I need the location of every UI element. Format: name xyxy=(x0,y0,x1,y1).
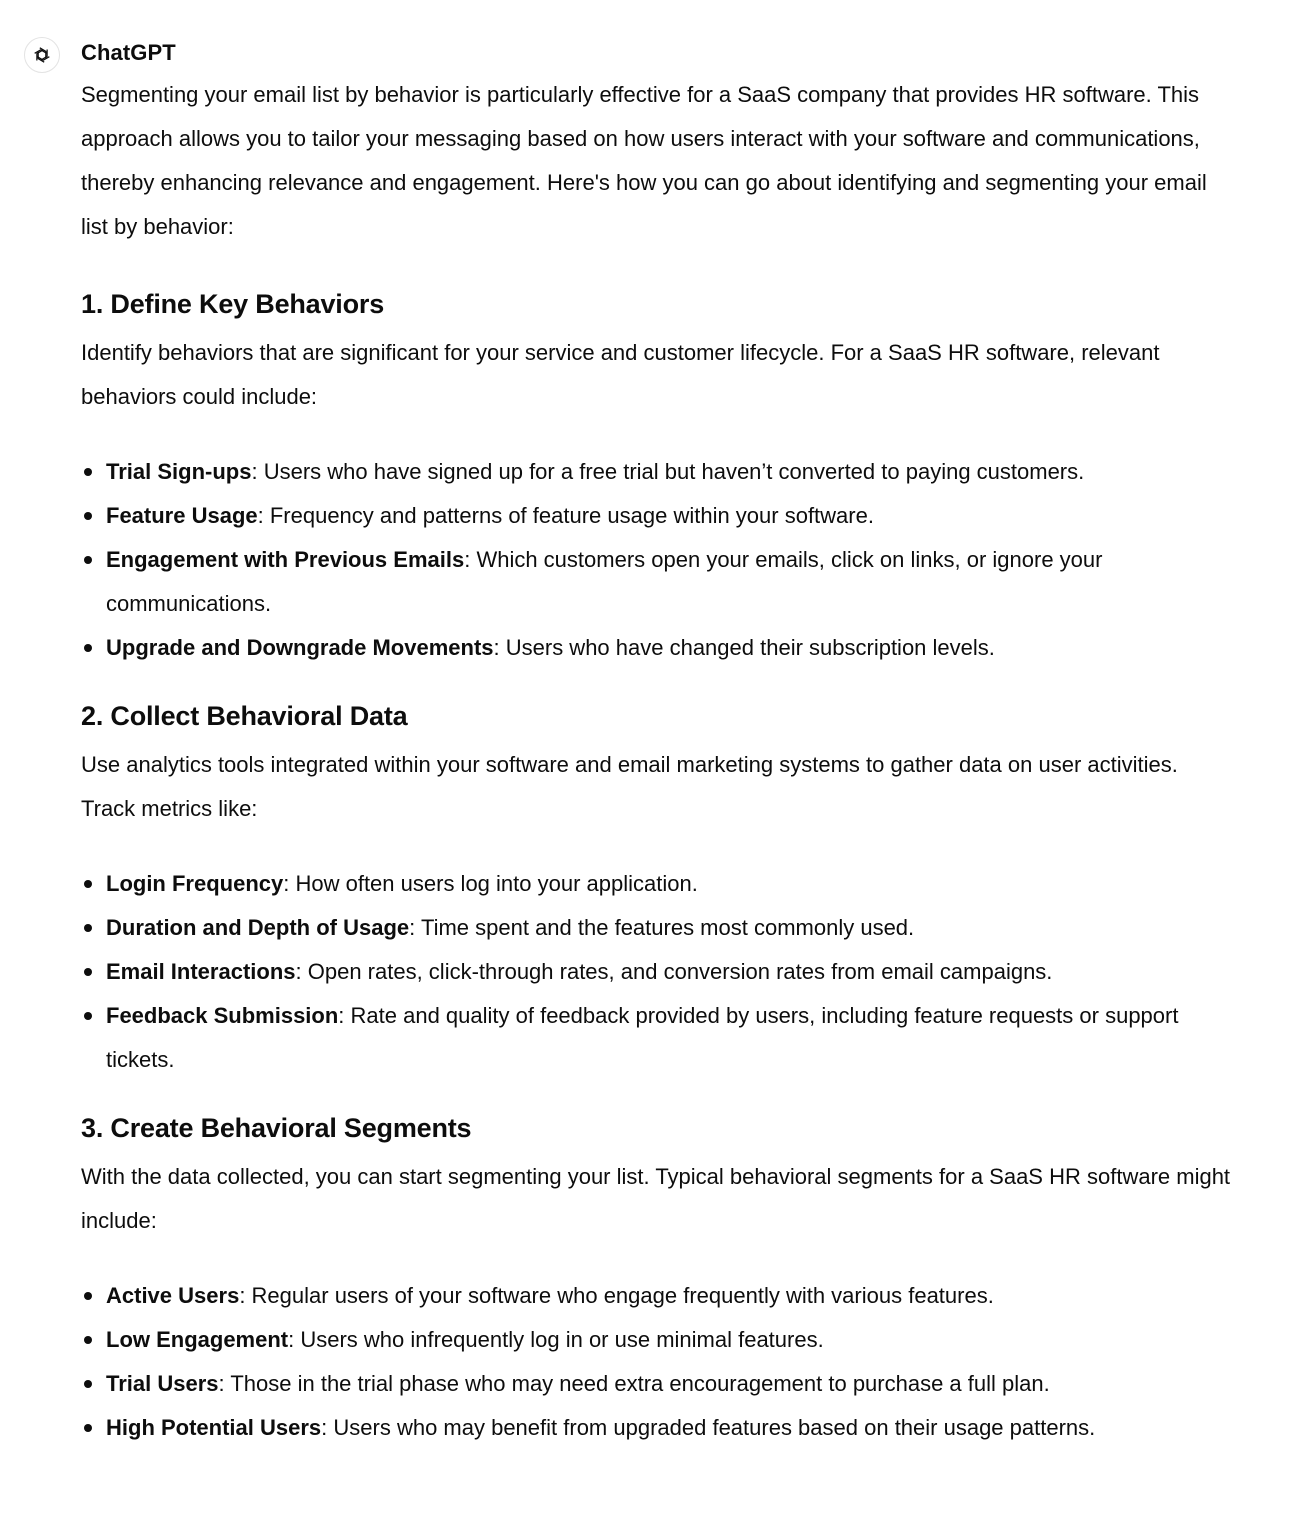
list-item-term: Engagement with Previous Emails xyxy=(106,547,465,572)
list-item-term: Duration and Depth of Usage xyxy=(106,915,410,940)
list-item xyxy=(81,450,1231,494)
list-item-text: : Users who may benefit from upgraded features based on their usage patterns. xyxy=(321,1415,1096,1440)
list-item xyxy=(81,1274,1231,1318)
list-item xyxy=(81,994,1231,1082)
message-content xyxy=(81,73,1231,1479)
intro-paragraph: Segmenting your email list by behavior is particularly effective for a SaaS company that provides HR software. This approach allows you to tailor your messaging based on how users interact with your software and communications, thereby enhancing relevance and engagement. Here's how you can go about identifying and segmenting your email list by behavior: xyxy=(81,82,1207,239)
list-item-term: Low Engagement xyxy=(106,1327,289,1352)
list-item-term: Trial Users xyxy=(106,1371,219,1396)
list-item xyxy=(81,1318,1231,1362)
list-item xyxy=(81,538,1231,626)
list-item xyxy=(81,626,1231,670)
section-heading: 2. Collect Behavioral Data xyxy=(81,701,408,731)
list-item-term: Login Frequency xyxy=(106,871,284,896)
list-item-text: : Which customers open your emails, click on links, or ignore your communications. xyxy=(106,547,1103,616)
list-item-term: High Potential Users xyxy=(106,1415,322,1440)
list-item-text: : Users who have changed their subscription levels. xyxy=(493,635,995,660)
list-item xyxy=(81,494,1231,538)
list-item xyxy=(81,862,1231,906)
list-item-text: : Time spent and the features most commonly used. xyxy=(409,915,915,940)
list-item xyxy=(81,950,1231,994)
list-item-term: Feedback Submission xyxy=(106,1003,339,1028)
list-item-term: Trial Sign-ups xyxy=(106,459,252,484)
list-item-term: Active Users xyxy=(106,1283,240,1308)
list-item xyxy=(81,1406,1231,1450)
list-item-term: Email Interactions xyxy=(106,959,296,984)
list-item-term: Upgrade and Downgrade Movements xyxy=(106,635,494,660)
list-item-text: : Users who have signed up for a free trial but haven’t converted to paying customers. xyxy=(251,459,1085,484)
bullet-list xyxy=(81,1274,1231,1450)
list-item-text: : Users who infrequently log in or use minimal features. xyxy=(288,1327,824,1352)
bullet-list xyxy=(81,862,1231,1082)
list-item-text: : Frequency and patterns of feature usage within your software. xyxy=(257,503,874,528)
list-item xyxy=(81,906,1231,950)
list-item xyxy=(81,1362,1231,1406)
section-heading: 3. Create Behavioral Segments xyxy=(81,1113,472,1143)
list-item-text: : Open rates, click-through rates, and conversion rates from email campaigns. xyxy=(295,959,1053,984)
section-paragraph: Identify behaviors that are significant for your service and customer lifecycle. For a SaaS HR software, relevant behaviors could include: xyxy=(81,340,1160,409)
message-author: ChatGPT xyxy=(81,40,176,65)
list-item-text: : How often users log into your application. xyxy=(283,871,698,896)
list-item-text: : Rate and quality of feedback provided by users, including feature requests or support tickets. xyxy=(106,1003,1179,1072)
list-item-term: Feature Usage xyxy=(106,503,258,528)
section-heading: 1. Define Key Behaviors xyxy=(81,289,385,319)
bullet-list xyxy=(81,450,1231,670)
openai-logo-icon xyxy=(30,43,54,67)
list-item-text: : Regular users of your software who engage frequently with various features. xyxy=(239,1283,994,1308)
section-paragraph: Use analytics tools integrated within your software and email marketing systems to gather data on user activities. Track metrics like: xyxy=(81,752,1178,821)
section-paragraph: With the data collected, you can start segmenting your list. Typical behavioral segments for a SaaS HR software might include: xyxy=(81,1164,1231,1233)
list-item-text: : Those in the trial phase who may need extra encouragement to purchase a full plan. xyxy=(218,1371,1050,1396)
chatgpt-avatar xyxy=(24,37,60,73)
